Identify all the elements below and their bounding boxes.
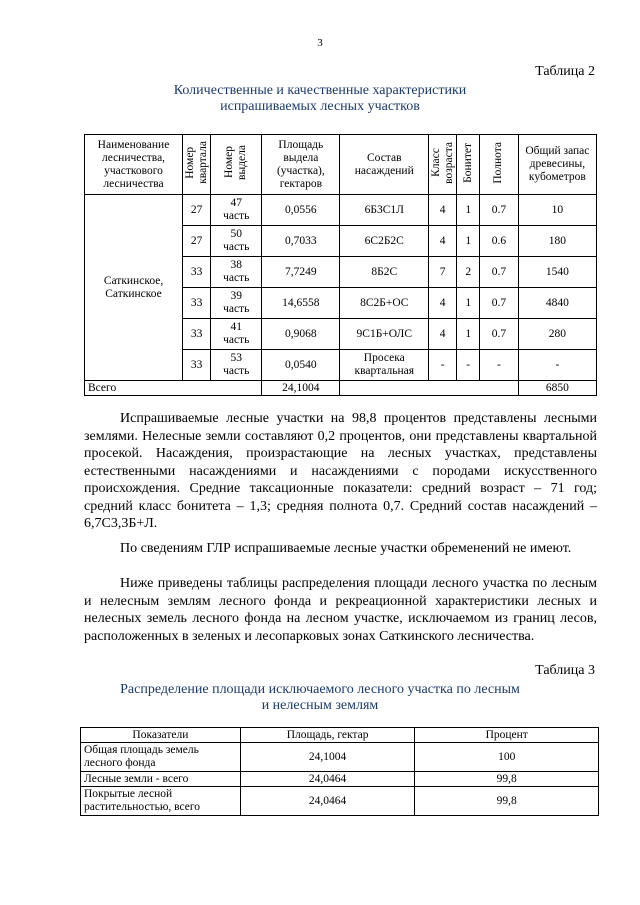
cell-quarter: 33 [183, 257, 211, 288]
cell-quarter: 27 [183, 195, 211, 226]
cell-area: 0,0540 [262, 350, 340, 381]
page-number: 3 [317, 37, 323, 49]
t3-row-name: Покрытые лесной растительностью, всего [81, 787, 241, 816]
table-row [85, 195, 597, 226]
header-allotment-line1: Номер [223, 146, 236, 179]
cell-density: 0.7 [480, 195, 519, 226]
table-row [81, 772, 599, 787]
table3-label: Таблица 3 [535, 663, 595, 678]
cell-area: 0,7033 [262, 226, 340, 257]
header-age-class [429, 135, 457, 195]
cell-quarter: 33 [183, 319, 211, 350]
cell-density: 0.6 [480, 226, 519, 257]
cell-stock: 180 [518, 226, 596, 257]
header-bonitet-text: Бонитет [461, 142, 474, 183]
cell-allotment-number: 50 [230, 228, 242, 240]
cell-stock: - [518, 350, 596, 381]
header-quarter-line2: квартала [196, 141, 209, 184]
t3-row-area: 24,0464 [240, 787, 415, 816]
cell-quarter: 33 [183, 288, 211, 319]
table2-caption-line2: испрашиваемых лесных участков [220, 99, 420, 114]
cell-allotment-word: часть [223, 241, 250, 253]
total-empty [340, 381, 518, 396]
cell-allotment-word: часть [223, 303, 250, 315]
cell-allotment [211, 257, 262, 288]
cell-bonitet: 1 [457, 319, 480, 350]
table3-header-row [81, 728, 599, 743]
forestry-name-line2: Саткинское [105, 287, 162, 300]
cell-area: 0,9068 [262, 319, 340, 350]
cell-allotment-number: 47 [230, 197, 242, 209]
cell-allotment [211, 288, 262, 319]
cell-allotment [211, 226, 262, 257]
header-forestry: Наименование лесничества, участкового лесничества [85, 135, 183, 195]
header-composition: Состав насаждений [340, 135, 429, 195]
header-density [480, 135, 519, 195]
cell-allotment-number: 41 [230, 321, 242, 333]
cell-allotment-word: часть [223, 334, 250, 346]
cell-bonitet: 1 [457, 288, 480, 319]
table-row [81, 743, 599, 772]
cell-allotment-word: часть [223, 210, 250, 222]
header-stock: Общий запас древесины, кубометров [518, 135, 596, 195]
table3-caption-line2: и нелесным землям [261, 698, 379, 713]
land-distribution-table [80, 727, 599, 816]
cell-bonitet: 2 [457, 257, 480, 288]
cell-composition: 8С2Б+ОС [340, 288, 429, 319]
table2-caption [0, 83, 640, 115]
t3-row-name: Общая площадь земель лесного фонда [81, 743, 241, 772]
table2-caption-line1: Количественные и качественные характеристики [173, 83, 467, 98]
cell-area: 0,0556 [262, 195, 340, 226]
cell-area: 7,7249 [262, 257, 340, 288]
cell-allotment-number: 39 [230, 290, 242, 302]
cell-composition: 6С2Б2С [340, 226, 429, 257]
cell-quarter: 27 [183, 226, 211, 257]
header-age-class-line1: Класс [429, 148, 442, 177]
t3-header-indicator: Показатели [81, 728, 241, 743]
cell-bonitet: - [457, 350, 480, 381]
cell-density: 0.7 [480, 288, 519, 319]
cell-age-class: - [429, 350, 457, 381]
cell-stock: 280 [518, 319, 596, 350]
paragraph-3: Ниже приведены таблицы распределения площади лесного участка по лесным и нелесным землям лесного фонда и рекреационной характеристики лесных и нелесных земель лесного фонда на лесном участке, исключаемом из границ лесов, расположенных в зеленых и лесопарковых зонах Саткинского лесничества. [84, 576, 597, 644]
header-quarter-line1: Номер [183, 146, 196, 179]
total-area: 24,1004 [262, 381, 340, 396]
paragraph-2: По сведениям ГЛР испрашиваемые лесные участки обременений не имеют. [120, 541, 572, 556]
cell-density: - [480, 350, 519, 381]
table2-total-row [85, 381, 597, 396]
cell-composition: 9С1Б+ОЛС [340, 319, 429, 350]
t3-row-percent: 99,8 [415, 787, 599, 816]
cell-allotment [211, 350, 262, 381]
t3-row-area: 24,1004 [240, 743, 415, 772]
total-label: Всего [85, 381, 262, 396]
t3-header-percent: Процент [415, 728, 599, 743]
cell-composition: 6Б3С1Л [340, 195, 429, 226]
t3-header-area: Площадь, гектар [240, 728, 415, 743]
total-stock: 6850 [518, 381, 596, 396]
cell-composition: 8Б2С [340, 257, 429, 288]
cell-area: 14,6558 [262, 288, 340, 319]
cell-allotment-word: часть [223, 365, 250, 377]
cell-allotment-number: 38 [230, 259, 242, 271]
cell-age-class: 4 [429, 195, 457, 226]
paragraph-1: Испрашиваемые лесные участки на 98,8 процентов представлены лесными землями. Нелесные земли составляют 0,2 процентов, они представлены квартальной просекой. Насаждения, произрастающие на лесных участках, представлены естественными насаждениями и насаждениями с породами искусственного происхождения. Средние таксационные показатели: средний возраст – 71 год; средний класс бонитета – 1,3; средняя полнота 0,7. Средний состав насаждений – 6,7С3,3Б+Л. [84, 411, 597, 531]
header-quarter [183, 135, 211, 195]
cell-age-class: 4 [429, 226, 457, 257]
forestry-name-line1: Саткинское, [103, 274, 164, 287]
cell-density: 0.7 [480, 257, 519, 288]
header-bonitet [457, 135, 480, 195]
cell-quarter: 33 [183, 350, 211, 381]
cell-allotment-word: часть [223, 272, 250, 284]
cell-composition: Просека квартальная [340, 350, 429, 381]
cell-stock: 4840 [518, 288, 596, 319]
t3-row-percent: 99,8 [415, 772, 599, 787]
cell-bonitet: 1 [457, 226, 480, 257]
cell-age-class: 4 [429, 288, 457, 319]
table-row [81, 787, 599, 816]
cell-bonitet: 1 [457, 195, 480, 226]
cell-age-class: 4 [429, 319, 457, 350]
header-age-class-line2: возраста [442, 141, 455, 184]
cell-stock: 10 [518, 195, 596, 226]
cell-age-class: 7 [429, 257, 457, 288]
forest-plots-table [84, 134, 597, 396]
table2-label: Таблица 2 [535, 64, 595, 79]
t3-row-area: 24,0464 [240, 772, 415, 787]
t3-row-percent: 100 [415, 743, 599, 772]
cell-allotment [211, 319, 262, 350]
header-area: Площадь выдела (участка), гектаров [262, 135, 340, 195]
cell-stock: 1540 [518, 257, 596, 288]
table3-caption [0, 682, 640, 714]
header-density-text: Полнота [492, 141, 505, 184]
cell-density: 0.7 [480, 319, 519, 350]
forestry-name-cell [85, 195, 183, 381]
t3-row-name: Лесные земли - всего [81, 772, 241, 787]
table3-caption-line1: Распределение площади исключаемого лесного участка по лесным [120, 682, 520, 697]
cell-allotment-number: 53 [230, 352, 242, 364]
cell-allotment [211, 195, 262, 226]
header-allotment-line2: выдела [236, 145, 249, 180]
header-allotment [211, 135, 262, 195]
